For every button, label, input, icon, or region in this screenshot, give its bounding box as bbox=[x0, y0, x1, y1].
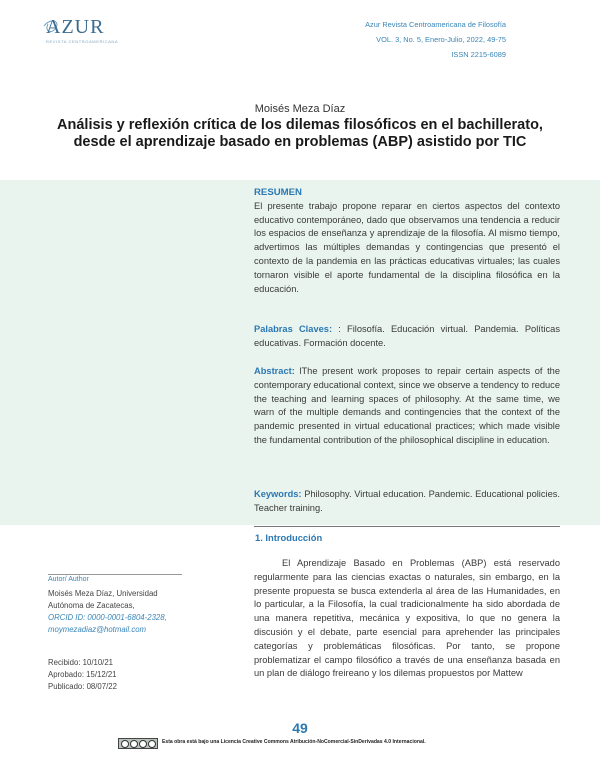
journal-logo bbox=[38, 16, 128, 50]
date-published: Publicado: 08/07/22 bbox=[48, 682, 117, 691]
date-approved: Aprobado: 15/12/21 bbox=[48, 670, 117, 679]
sidebar-author-block bbox=[48, 588, 188, 636]
journal-issn: ISSN 2215-6089 bbox=[451, 50, 506, 59]
sidebar-dates bbox=[48, 657, 188, 693]
abstract-heading: Abstract: bbox=[254, 366, 295, 376]
logo-subtext: REVISTA CENTROAMERICANA bbox=[46, 39, 119, 44]
palabras-text: : Filosofía. Educación virtual. Pandemia. Políticas educativas. Formación docente. bbox=[254, 324, 560, 348]
journal-info bbox=[365, 17, 506, 62]
date-received: Recibido: 10/10/21 bbox=[48, 658, 114, 667]
article-title: Análisis y reflexión crítica de los dilemas filosóficos en el bachillerato, desde el aprendizaje basado en problemas (ABP) asistido por TIC bbox=[57, 117, 543, 150]
journal-name: Azur Revista Centroamericana de Filosofía bbox=[365, 20, 506, 29]
resumen-section bbox=[254, 186, 560, 296]
keywords-text: Philosophy. Virtual education. Pandemic. Educational policies. Teacher training. bbox=[254, 489, 560, 513]
keywords-heading: Keywords: bbox=[254, 489, 302, 499]
page-number: 49 bbox=[292, 720, 308, 736]
keywords-section bbox=[254, 488, 560, 516]
sidebar-email: moymezadiaz@hotmail.com bbox=[48, 625, 147, 634]
sidebar-author-name: Moisés Meza Díaz, Universidad Autónoma de Zacatecas, bbox=[48, 589, 158, 610]
article-author: Moisés Meza Díaz bbox=[254, 103, 346, 115]
logo-text: AZUR bbox=[46, 16, 105, 38]
abstract-section bbox=[254, 365, 560, 448]
intro-text: El Aprendizaje Basado en Problemas (ABP) está reservado regularmente para las ciencias exactas o naturales, sin embargo, en la presente propuesta se busca extenderla al área de las Humanidades, en lo particular, a la Filosofía, la cual tradicionalmente ha sido abordada de una manera repetitiva, mecánica y expositiva, lo que no genera la discusión y el debate, parte esencial para aprehender las principales categorías y problemáticas filosóficas. Por tanto, se propone problematizar el campo filosófico a través de una enseñanza basada en un plan de diálogo freireano y los dilemas propuestos por Mattew bbox=[254, 558, 560, 679]
abstract-text: lThe present work proposes to repair certain aspects of the contemporary educational context, since we observe a tendency to reduce the teaching and learning spaces of philosophy. At the same time, we warn of the multiple demands and contingencies that the context of the pandemic presented in virtual educational practices; which made visible the fundamental contribution of the philosophical discipline in education. bbox=[254, 366, 560, 445]
creative-commons-badge-icon bbox=[118, 738, 158, 749]
resumen-text: El presente trabajo propone reparar en ciertos aspectos del contexto educativo contemporáneo, dado que observamos una tendencia a reducir los espacios de enseñanza y aprendizaje de la filosofía. Al mismo tiempo, advertimos las múltiples demandas y contingencias que presentó el contexto de la pandemia en las prácticas educativas virtuales; las cuales tornaron visible el aporte fundamental de la disciplina filosófica en la educación. bbox=[254, 200, 560, 294]
palabras-section bbox=[254, 323, 560, 351]
resumen-heading: RESUMEN bbox=[254, 187, 302, 198]
palabras-heading: Palabras Claves: bbox=[254, 324, 333, 334]
intro-divider bbox=[254, 526, 560, 527]
sidebar-divider bbox=[48, 574, 182, 575]
sidebar-author-label: Autor/ Author bbox=[48, 576, 89, 583]
journal-volume: VOL. 3, No. 5, Enero-Julio, 2022, 49-75 bbox=[376, 35, 506, 44]
sidebar-orcid: ORCID ID: 0000-0001-6804-2328, bbox=[48, 613, 167, 622]
license-text: Esta obra está bajo una Licencia Creative Commons Atribución-NoComercial-SinDerivadas 4.0 Internacional. bbox=[162, 739, 426, 745]
intro-heading: 1. Introducción bbox=[255, 532, 323, 543]
